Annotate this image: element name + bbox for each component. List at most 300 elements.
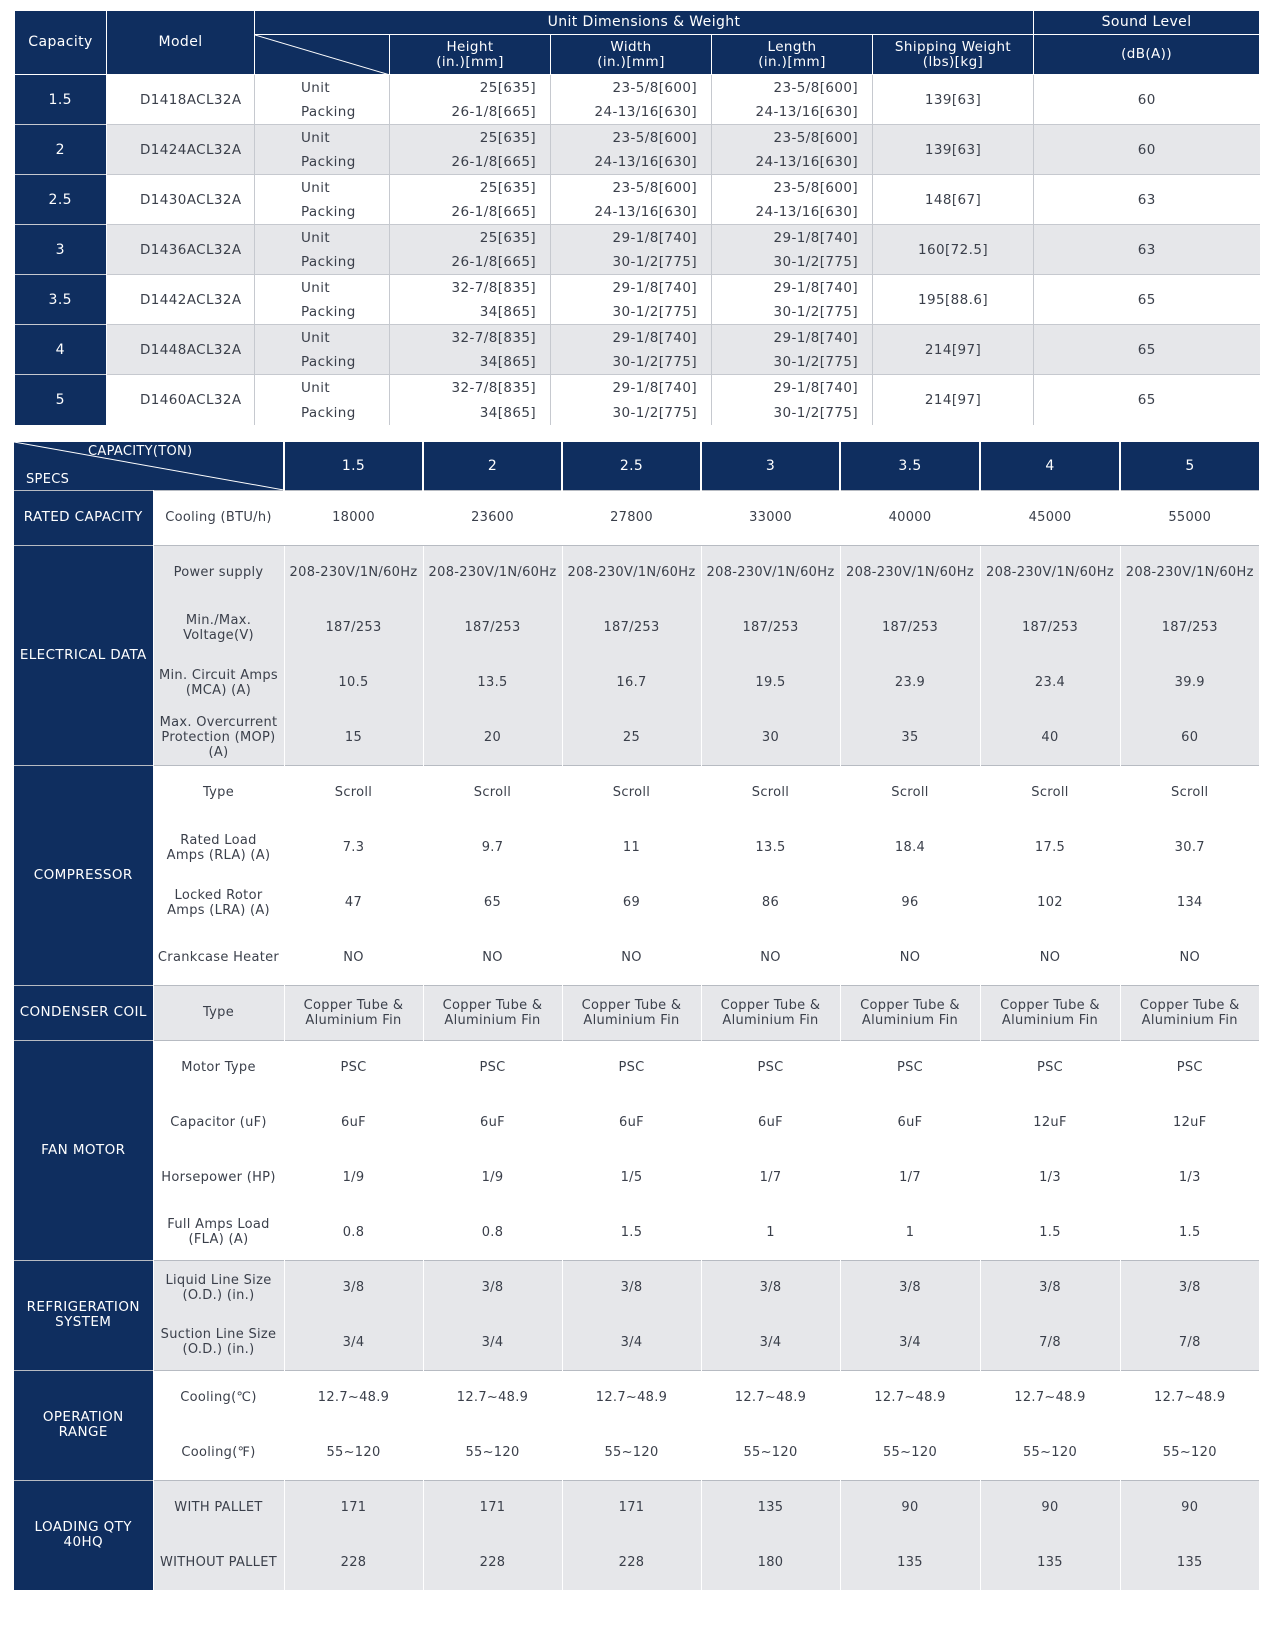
width-value: 24-13/16[630] bbox=[551, 201, 712, 225]
spec-value: 228 bbox=[284, 1535, 423, 1590]
height-header: Height (in.)[mm] bbox=[390, 35, 551, 75]
spec-row-label: Cooling (BTU/h) bbox=[153, 490, 284, 545]
spec-row bbox=[14, 985, 1259, 1040]
dimension-row-unit bbox=[15, 375, 1260, 401]
spec-value: 12.7~48.9 bbox=[840, 1370, 980, 1425]
spec-value: 1 bbox=[840, 1205, 980, 1260]
dimensions-group-header: Unit Dimensions & Weight bbox=[255, 11, 1034, 35]
spec-row-label: Max. Overcurrent Protection (MOP) (A) bbox=[153, 710, 284, 765]
spec-value: NO bbox=[840, 930, 980, 985]
spec-value: 86 bbox=[701, 875, 840, 930]
spec-row bbox=[14, 1535, 1259, 1590]
spec-value: 1/3 bbox=[1120, 1150, 1259, 1205]
spec-value: 0.8 bbox=[284, 1205, 423, 1260]
section-header: REFRIGERATION SYSTEM bbox=[14, 1260, 153, 1370]
spec-value: 3/4 bbox=[840, 1315, 980, 1370]
spec-value: 208-230V/1N/60Hz bbox=[980, 545, 1120, 600]
spec-value: 6uF bbox=[840, 1095, 980, 1150]
spec-value: 187/253 bbox=[423, 600, 562, 655]
spec-value: Copper Tube & Aluminium Fin bbox=[980, 985, 1120, 1040]
width-value: 24-13/16[630] bbox=[551, 151, 712, 175]
spec-value: 187/253 bbox=[840, 600, 980, 655]
spec-value: Scroll bbox=[980, 765, 1120, 820]
width-value: 23-5/8[600] bbox=[551, 75, 712, 101]
spec-value: NO bbox=[1120, 930, 1259, 985]
spec-row-label: Min./Max. Voltage(V) bbox=[153, 600, 284, 655]
capacity-cell: 1.5 bbox=[15, 75, 107, 125]
spec-value: PSC bbox=[284, 1040, 423, 1095]
spec-value: 12.7~48.9 bbox=[1120, 1370, 1259, 1425]
spec-value: 1/9 bbox=[284, 1150, 423, 1205]
capacity-column-header: 2.5 bbox=[562, 442, 701, 490]
spec-value: NO bbox=[980, 930, 1120, 985]
width-value: 29-1/8[740] bbox=[551, 225, 712, 251]
spec-value: 1.5 bbox=[562, 1205, 701, 1260]
height-value: 34[865] bbox=[390, 301, 551, 325]
spec-value: 12.7~48.9 bbox=[562, 1370, 701, 1425]
spec-value: 1 bbox=[701, 1205, 840, 1260]
model-header: Model bbox=[107, 11, 255, 75]
width-value: 30-1/2[775] bbox=[551, 301, 712, 325]
spec-value: 55~120 bbox=[701, 1425, 840, 1480]
spec-value: 12.7~48.9 bbox=[980, 1370, 1120, 1425]
height-value: 26-1/8[665] bbox=[390, 201, 551, 225]
spec-value: 1/5 bbox=[562, 1150, 701, 1205]
height-value: 34[865] bbox=[390, 351, 551, 375]
shipping-weight-value: 214[97] bbox=[873, 325, 1034, 375]
spec-value: 208-230V/1N/60Hz bbox=[840, 545, 980, 600]
spec-row-label: Locked Rotor Amps (LRA) (A) bbox=[167, 887, 270, 918]
model-cell: D1460ACL32A bbox=[107, 375, 255, 425]
width-value: 29-1/8[740] bbox=[551, 275, 712, 301]
length-value: 29-1/8[740] bbox=[712, 375, 873, 401]
spec-value: 3/8 bbox=[423, 1260, 562, 1315]
spec-value: 3/4 bbox=[284, 1315, 423, 1370]
spec-row bbox=[14, 490, 1259, 545]
unit-label: Unit bbox=[255, 325, 390, 351]
spec-value: 187/253 bbox=[701, 600, 840, 655]
spec-value: Scroll bbox=[1120, 765, 1259, 820]
unit-label: Unit bbox=[255, 125, 390, 151]
spec-row bbox=[14, 710, 1259, 765]
spec-row-label: Liquid Line Size (O.D.) (in.) bbox=[153, 1260, 284, 1315]
model-cell: D1448ACL32A bbox=[107, 325, 255, 375]
spec-value: 55~120 bbox=[840, 1425, 980, 1480]
spec-row bbox=[14, 545, 1259, 600]
capacity-cell: 3.5 bbox=[15, 275, 107, 325]
height-value: 32-7/8[835] bbox=[390, 325, 551, 351]
spec-row bbox=[14, 1205, 1259, 1260]
section-header: ELECTRICAL DATA bbox=[14, 545, 153, 765]
spec-value: 208-230V/1N/60Hz bbox=[284, 545, 423, 600]
spec-value: 30.7 bbox=[1120, 820, 1259, 875]
height-value: 25[635] bbox=[390, 225, 551, 251]
spec-value: 7/8 bbox=[980, 1315, 1120, 1370]
spec-value: Scroll bbox=[284, 765, 423, 820]
length-value: 29-1/8[740] bbox=[712, 325, 873, 351]
spec-row-label: Crankcase Heater bbox=[157, 949, 280, 965]
spec-value: Copper Tube & Aluminium Fin bbox=[1120, 985, 1259, 1040]
sound-level-value: 63 bbox=[1034, 225, 1260, 275]
db-header: (dB(A)) bbox=[1034, 35, 1260, 75]
height-value: 26-1/8[665] bbox=[390, 251, 551, 275]
spec-value: 33000 bbox=[701, 490, 840, 545]
spec-value: 9.7 bbox=[423, 820, 562, 875]
spec-value: 12.7~48.9 bbox=[423, 1370, 562, 1425]
specs-corner-header bbox=[14, 442, 284, 490]
spec-row-label: Suction Line Size (O.D.) (in.) bbox=[153, 1315, 284, 1370]
spec-value: 171 bbox=[562, 1480, 701, 1535]
length-value: 23-5/8[600] bbox=[712, 75, 873, 101]
spec-value: 3/8 bbox=[1120, 1260, 1259, 1315]
capacity-cell: 2.5 bbox=[15, 175, 107, 225]
spec-value: 3/8 bbox=[980, 1260, 1120, 1315]
unit-label: Unit bbox=[255, 225, 390, 251]
model-cell: D1436ACL32A bbox=[107, 225, 255, 275]
section-header: COMPRESSOR bbox=[14, 765, 153, 985]
spec-value: 27800 bbox=[562, 490, 701, 545]
spec-value: 3/8 bbox=[284, 1260, 423, 1315]
width-value: 30-1/2[775] bbox=[551, 251, 712, 275]
spec-value: 35 bbox=[840, 710, 980, 765]
sound-level-value: 65 bbox=[1034, 325, 1260, 375]
capacity-column-header: 3 bbox=[701, 442, 840, 490]
model-cell: D1442ACL32A bbox=[107, 275, 255, 325]
spec-value: Copper Tube & Aluminium Fin bbox=[701, 985, 840, 1040]
spec-row bbox=[14, 1370, 1259, 1425]
spec-value: 45000 bbox=[980, 490, 1120, 545]
length-value: 24-13/16[630] bbox=[712, 201, 873, 225]
spec-value: NO bbox=[701, 930, 840, 985]
packing-label: Packing bbox=[255, 351, 390, 375]
spec-value: 12.7~48.9 bbox=[284, 1370, 423, 1425]
sound-level-header: Sound Level bbox=[1034, 11, 1260, 35]
spec-value: 10.5 bbox=[284, 655, 423, 710]
unit-label: Unit bbox=[255, 175, 390, 201]
packing-label: Packing bbox=[255, 151, 390, 175]
sound-level-value: 63 bbox=[1034, 175, 1260, 225]
model-cell: D1418ACL32A bbox=[107, 75, 255, 125]
spec-value: 40000 bbox=[840, 490, 980, 545]
dimension-row-unit bbox=[15, 125, 1260, 151]
spec-value: 11 bbox=[562, 820, 701, 875]
spec-value: 16.7 bbox=[562, 655, 701, 710]
spec-value: NO bbox=[284, 930, 423, 985]
spec-value: PSC bbox=[562, 1040, 701, 1095]
spec-value: Scroll bbox=[701, 765, 840, 820]
spec-value: Copper Tube & Aluminium Fin bbox=[423, 985, 562, 1040]
spec-row-label: WITHOUT PALLET bbox=[153, 1535, 284, 1590]
spec-value: 12uF bbox=[1120, 1095, 1259, 1150]
spec-value: NO bbox=[423, 930, 562, 985]
spec-value: 17.5 bbox=[980, 820, 1120, 875]
length-value: 30-1/2[775] bbox=[712, 251, 873, 275]
width-value: 29-1/8[740] bbox=[551, 325, 712, 351]
packing-label: Packing bbox=[255, 251, 390, 275]
spec-value: 23.4 bbox=[980, 655, 1120, 710]
capacity-column-header: 1.5 bbox=[284, 442, 423, 490]
spec-value: NO bbox=[562, 930, 701, 985]
spec-row bbox=[14, 600, 1259, 655]
section-header: OPERATION RANGE bbox=[14, 1370, 153, 1480]
spec-value: 6uF bbox=[701, 1095, 840, 1150]
spec-row-label: Cooling(℃) bbox=[153, 1370, 284, 1425]
dimensions-table bbox=[14, 10, 1260, 425]
spec-row-label: Full Amps Load (FLA) (A) bbox=[167, 1217, 270, 1248]
section-header: CONDENSER COIL bbox=[14, 985, 153, 1040]
specs-label: SPECS bbox=[26, 472, 70, 487]
spec-row bbox=[14, 1260, 1259, 1315]
unit-label: Unit bbox=[255, 275, 390, 301]
unit-label: Unit bbox=[255, 375, 390, 401]
spec-value: 3/8 bbox=[701, 1260, 840, 1315]
spec-value: 3/8 bbox=[562, 1260, 701, 1315]
spec-value: 134 bbox=[1120, 875, 1259, 930]
length-value: 30-1/2[775] bbox=[712, 351, 873, 375]
dimension-row-unit bbox=[15, 75, 1260, 101]
spec-value: 3/8 bbox=[840, 1260, 980, 1315]
spec-value: 187/253 bbox=[980, 600, 1120, 655]
length-value: 30-1/2[775] bbox=[712, 401, 873, 425]
unit-label: Unit bbox=[255, 75, 390, 101]
spec-row-label: Type bbox=[153, 765, 284, 820]
spec-row bbox=[14, 1480, 1259, 1535]
spec-value: 6uF bbox=[423, 1095, 562, 1150]
spec-value: 6uF bbox=[562, 1095, 701, 1150]
spec-row bbox=[14, 1425, 1259, 1480]
dimension-row-unit bbox=[15, 275, 1260, 301]
spec-row bbox=[14, 1315, 1259, 1370]
spec-value: 135 bbox=[840, 1535, 980, 1590]
width-value: 30-1/2[775] bbox=[551, 401, 712, 425]
spec-value: 69 bbox=[562, 875, 701, 930]
diagonal-line bbox=[255, 35, 390, 75]
spec-value: 55~120 bbox=[1120, 1425, 1259, 1480]
section-header: FAN MOTOR bbox=[14, 1040, 153, 1260]
specs-table bbox=[14, 442, 1259, 1590]
spec-value: 228 bbox=[423, 1535, 562, 1590]
capacity-column-header: 5 bbox=[1120, 442, 1259, 490]
spec-row bbox=[14, 820, 1259, 875]
spec-value: 135 bbox=[1120, 1535, 1259, 1590]
packing-label: Packing bbox=[255, 201, 390, 225]
capacity-column-header: 4 bbox=[980, 442, 1120, 490]
capacity-cell: 5 bbox=[15, 375, 107, 425]
spec-value: 1/7 bbox=[701, 1150, 840, 1205]
spec-value: 13.5 bbox=[701, 820, 840, 875]
height-value: 26-1/8[665] bbox=[390, 101, 551, 125]
diagonal-header-cell bbox=[255, 35, 390, 75]
spec-row bbox=[14, 1040, 1259, 1095]
spec-value: 20 bbox=[423, 710, 562, 765]
capacity-column-header: 3.5 bbox=[840, 442, 980, 490]
height-value: 32-7/8[835] bbox=[390, 275, 551, 301]
spec-value: 1.5 bbox=[1120, 1205, 1259, 1260]
dimension-row-unit bbox=[15, 325, 1260, 351]
spec-value: 187/253 bbox=[284, 600, 423, 655]
spec-row bbox=[14, 765, 1259, 820]
shipping-weight-value: 139[63] bbox=[873, 125, 1034, 175]
spec-value: 135 bbox=[980, 1535, 1120, 1590]
spec-row-label: Horsepower (HP) bbox=[161, 1170, 276, 1185]
spec-value: PSC bbox=[840, 1040, 980, 1095]
width-header: Width (in.)[mm] bbox=[551, 35, 712, 75]
sound-level-value: 65 bbox=[1034, 275, 1260, 325]
shipping-weight-header: Shipping Weight (lbs)[kg] bbox=[873, 35, 1034, 75]
shipping-weight-value: 160[72.5] bbox=[873, 225, 1034, 275]
section-header: RATED CAPACITY bbox=[14, 490, 153, 545]
length-value: 24-13/16[630] bbox=[712, 101, 873, 125]
spec-value: 171 bbox=[284, 1480, 423, 1535]
spec-row-label: Capacitor (uF) bbox=[170, 1115, 267, 1130]
model-cell: D1424ACL32A bbox=[107, 125, 255, 175]
spec-value: 55~120 bbox=[562, 1425, 701, 1480]
spec-value: 55~120 bbox=[423, 1425, 562, 1480]
spec-row bbox=[14, 875, 1259, 930]
spec-value: 12uF bbox=[980, 1095, 1120, 1150]
spec-value: 39.9 bbox=[1120, 655, 1259, 710]
spec-value: 208-230V/1N/60Hz bbox=[423, 545, 562, 600]
spec-value: 208-230V/1N/60Hz bbox=[701, 545, 840, 600]
spec-value: 3/4 bbox=[562, 1315, 701, 1370]
spec-value: 40 bbox=[980, 710, 1120, 765]
spec-value: 171 bbox=[423, 1480, 562, 1535]
spec-value: 18.4 bbox=[840, 820, 980, 875]
spec-row-label: Motor Type bbox=[153, 1040, 284, 1095]
width-value: 24-13/16[630] bbox=[551, 101, 712, 125]
spec-value: 102 bbox=[980, 875, 1120, 930]
spec-value: PSC bbox=[423, 1040, 562, 1095]
spec-row-label: Min. Circuit Amps (MCA) (A) bbox=[153, 655, 284, 710]
shipping-weight-value: 148[67] bbox=[873, 175, 1034, 225]
spec-value: 187/253 bbox=[1120, 600, 1259, 655]
spec-value: 228 bbox=[562, 1535, 701, 1590]
packing-label: Packing bbox=[255, 301, 390, 325]
capacity-cell: 2 bbox=[15, 125, 107, 175]
spec-value: 55~120 bbox=[284, 1425, 423, 1480]
spec-value: 208-230V/1N/60Hz bbox=[562, 545, 701, 600]
length-value: 29-1/8[740] bbox=[712, 225, 873, 251]
spec-value: Copper Tube & Aluminium Fin bbox=[840, 985, 980, 1040]
section-header: LOADING QTY 40HQ bbox=[14, 1480, 153, 1590]
length-header: Length (in.)[mm] bbox=[712, 35, 873, 75]
spec-value: 19.5 bbox=[701, 655, 840, 710]
spec-value: 3/4 bbox=[423, 1315, 562, 1370]
capacity-column-header: 2 bbox=[423, 442, 562, 490]
spec-value: 0.8 bbox=[423, 1205, 562, 1260]
shipping-weight-value: 139[63] bbox=[873, 75, 1034, 125]
height-value: 25[635] bbox=[390, 75, 551, 101]
length-value: 30-1/2[775] bbox=[712, 301, 873, 325]
spec-value: 7.3 bbox=[284, 820, 423, 875]
height-value: 25[635] bbox=[390, 125, 551, 151]
spec-value: PSC bbox=[701, 1040, 840, 1095]
length-value: 24-13/16[630] bbox=[712, 151, 873, 175]
spec-value: 90 bbox=[1120, 1480, 1259, 1535]
sound-level-value: 60 bbox=[1034, 75, 1260, 125]
spec-row bbox=[14, 930, 1259, 985]
sound-level-value: 65 bbox=[1034, 375, 1260, 425]
spec-value: 96 bbox=[840, 875, 980, 930]
spec-value: 135 bbox=[701, 1480, 840, 1535]
height-value: 34[865] bbox=[390, 401, 551, 425]
spec-value: 15 bbox=[284, 710, 423, 765]
capacity-cell: 4 bbox=[15, 325, 107, 375]
dimension-row-unit bbox=[15, 175, 1260, 201]
spec-value: PSC bbox=[980, 1040, 1120, 1095]
spec-value: 55000 bbox=[1120, 490, 1259, 545]
spec-value: 23.9 bbox=[840, 655, 980, 710]
spec-value: 1/7 bbox=[840, 1150, 980, 1205]
shipping-weight-value: 214[97] bbox=[873, 375, 1034, 425]
spec-value: 90 bbox=[840, 1480, 980, 1535]
model-cell: D1430ACL32A bbox=[107, 175, 255, 225]
capacity-cell: 3 bbox=[15, 225, 107, 275]
spec-row-label: Cooling(℉) bbox=[181, 1444, 256, 1460]
spec-value: 47 bbox=[284, 875, 423, 930]
spec-value: 90 bbox=[980, 1480, 1120, 1535]
spec-value: Copper Tube & Aluminium Fin bbox=[284, 985, 423, 1040]
spec-value: 25 bbox=[562, 710, 701, 765]
dimension-row-unit bbox=[15, 225, 1260, 251]
packing-label: Packing bbox=[255, 101, 390, 125]
spec-value: 23600 bbox=[423, 490, 562, 545]
height-value: 25[635] bbox=[390, 175, 551, 201]
spec-value: 55~120 bbox=[980, 1425, 1120, 1480]
sound-level-value: 60 bbox=[1034, 125, 1260, 175]
spec-value: Scroll bbox=[423, 765, 562, 820]
spec-value: 187/253 bbox=[562, 600, 701, 655]
spec-value: 3/4 bbox=[701, 1315, 840, 1370]
height-value: 32-7/8[835] bbox=[390, 375, 551, 401]
spec-value: 1/9 bbox=[423, 1150, 562, 1205]
spec-value: 208-230V/1N/60Hz bbox=[1120, 545, 1259, 600]
spec-value: 180 bbox=[701, 1535, 840, 1590]
spec-value: 18000 bbox=[284, 490, 423, 545]
spec-row bbox=[14, 1150, 1259, 1205]
spec-value: 13.5 bbox=[423, 655, 562, 710]
spec-row bbox=[14, 1095, 1259, 1150]
height-value: 26-1/8[665] bbox=[390, 151, 551, 175]
spec-value: 60 bbox=[1120, 710, 1259, 765]
spec-value: 1.5 bbox=[980, 1205, 1120, 1260]
spec-row-label: Rated Load Amps (RLA) (A) bbox=[166, 832, 271, 863]
width-value: 30-1/2[775] bbox=[551, 351, 712, 375]
capacity-ton-label: CAPACITY(TON) bbox=[88, 444, 193, 459]
spec-row-label: Type bbox=[153, 985, 284, 1040]
spec-value: PSC bbox=[1120, 1040, 1259, 1095]
length-value: 23-5/8[600] bbox=[712, 175, 873, 201]
width-value: 23-5/8[600] bbox=[551, 175, 712, 201]
spec-value: 6uF bbox=[284, 1095, 423, 1150]
spec-value: Copper Tube & Aluminium Fin bbox=[562, 985, 701, 1040]
width-value: 29-1/8[740] bbox=[551, 375, 712, 401]
length-value: 23-5/8[600] bbox=[712, 125, 873, 151]
shipping-weight-value: 195[88.6] bbox=[873, 275, 1034, 325]
spec-row-label: WITH PALLET bbox=[153, 1480, 284, 1535]
width-value: 23-5/8[600] bbox=[551, 125, 712, 151]
capacity-header: Capacity bbox=[15, 11, 107, 75]
spec-value: 12.7~48.9 bbox=[701, 1370, 840, 1425]
length-value: 29-1/8[740] bbox=[712, 275, 873, 301]
spec-value: Scroll bbox=[562, 765, 701, 820]
spec-row-label: Power supply bbox=[153, 545, 284, 600]
spec-value: 30 bbox=[701, 710, 840, 765]
packing-label: Packing bbox=[255, 401, 390, 425]
spec-value: Scroll bbox=[840, 765, 980, 820]
spec-row bbox=[14, 655, 1259, 710]
spec-value: 65 bbox=[423, 875, 562, 930]
